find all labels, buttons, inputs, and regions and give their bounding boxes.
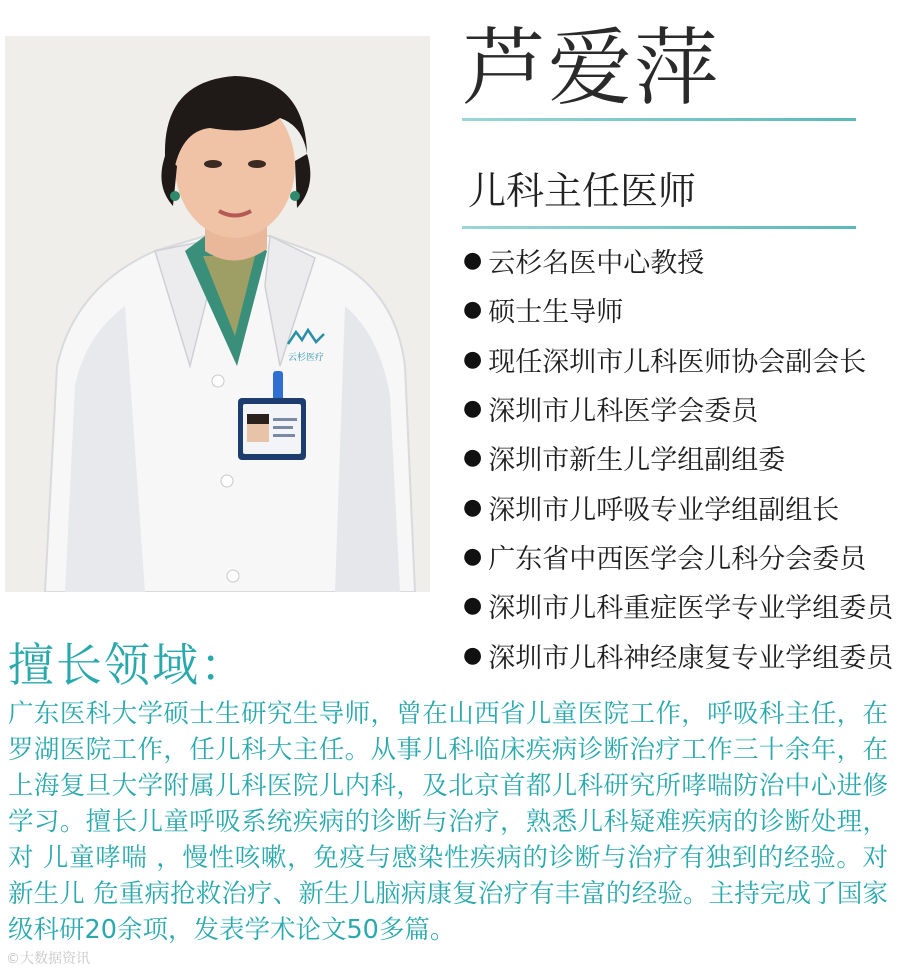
doctor-name: 芦爱萍 bbox=[462, 19, 721, 117]
role-text: 深圳市儿科医学会委员 bbox=[488, 396, 759, 428]
role-text: 深圳市新生儿学组副组委 bbox=[488, 445, 786, 477]
watermark: ©大数据资讯 bbox=[6, 951, 90, 967]
divider-line-bottom bbox=[462, 226, 856, 229]
role-text: 广东省中西医学会儿科分会委员 bbox=[488, 543, 867, 575]
bullet-icon: ● bbox=[463, 297, 483, 323]
bullet-icon: ● bbox=[463, 494, 483, 520]
role-item bbox=[463, 384, 893, 433]
bullet-icon: ● bbox=[463, 642, 483, 668]
role-text: 深圳市儿科神经康复专业学组委员 bbox=[488, 642, 894, 674]
bullet-icon: ● bbox=[463, 248, 483, 274]
roles-list bbox=[463, 236, 893, 680]
bullet-icon: ● bbox=[463, 593, 483, 619]
bullet-icon: ● bbox=[463, 396, 483, 422]
role-item bbox=[463, 532, 893, 581]
doctor-portrait bbox=[5, 36, 430, 592]
role-item bbox=[463, 581, 893, 630]
role-text: 云杉名医中心教授 bbox=[488, 248, 705, 280]
role-item bbox=[463, 285, 893, 334]
bullet-icon: ● bbox=[463, 445, 483, 471]
role-item bbox=[463, 236, 893, 285]
doctor-photo bbox=[5, 36, 430, 592]
role-text: 硕士生导师 bbox=[488, 297, 624, 329]
doctor-title: 儿科主任医师 bbox=[468, 169, 697, 213]
coat-logo-text: 云杉医疗 bbox=[288, 353, 325, 363]
divider-line-top bbox=[462, 118, 856, 121]
bullet-icon: ● bbox=[463, 346, 483, 372]
expertise-description: 广东医科大学硕士生研究生导师，曾在山西省儿童医院工作，呼吸科主任，在罗湖医院工作，任儿科大主任。从事儿科临床疾病诊断治疗工作三十余年，在上海复旦大学附属儿科医院儿内科，及北京首都儿科研究所哮喘防治中心进修学习。擅长儿童呼吸系统疾病的诊断与治疗，熟悉儿科疑难疾病的诊断处理，对 儿童哮喘 ，慢性咳嗽，免疫与感染性疾病的诊断与治疗有独到的经验。对 新生儿 危重病抢救治疗、新生儿脑病康复治疗有丰富的经验。主持完成了国家级科研20余项，发表学术论文50多篇。 bbox=[8, 699, 888, 945]
role-item bbox=[463, 335, 893, 384]
role-text: 现任深圳市儿科医师协会副会长 bbox=[488, 346, 867, 378]
bullet-icon: ● bbox=[463, 543, 483, 569]
role-item bbox=[463, 630, 893, 679]
role-text: 深圳市儿呼吸专业学组副组长 bbox=[488, 494, 840, 526]
role-text: 深圳市儿科重症医学专业学组委员 bbox=[488, 593, 894, 625]
role-item bbox=[463, 433, 893, 482]
role-item bbox=[463, 482, 893, 531]
expertise-heading: 擅长领域： bbox=[8, 638, 248, 692]
